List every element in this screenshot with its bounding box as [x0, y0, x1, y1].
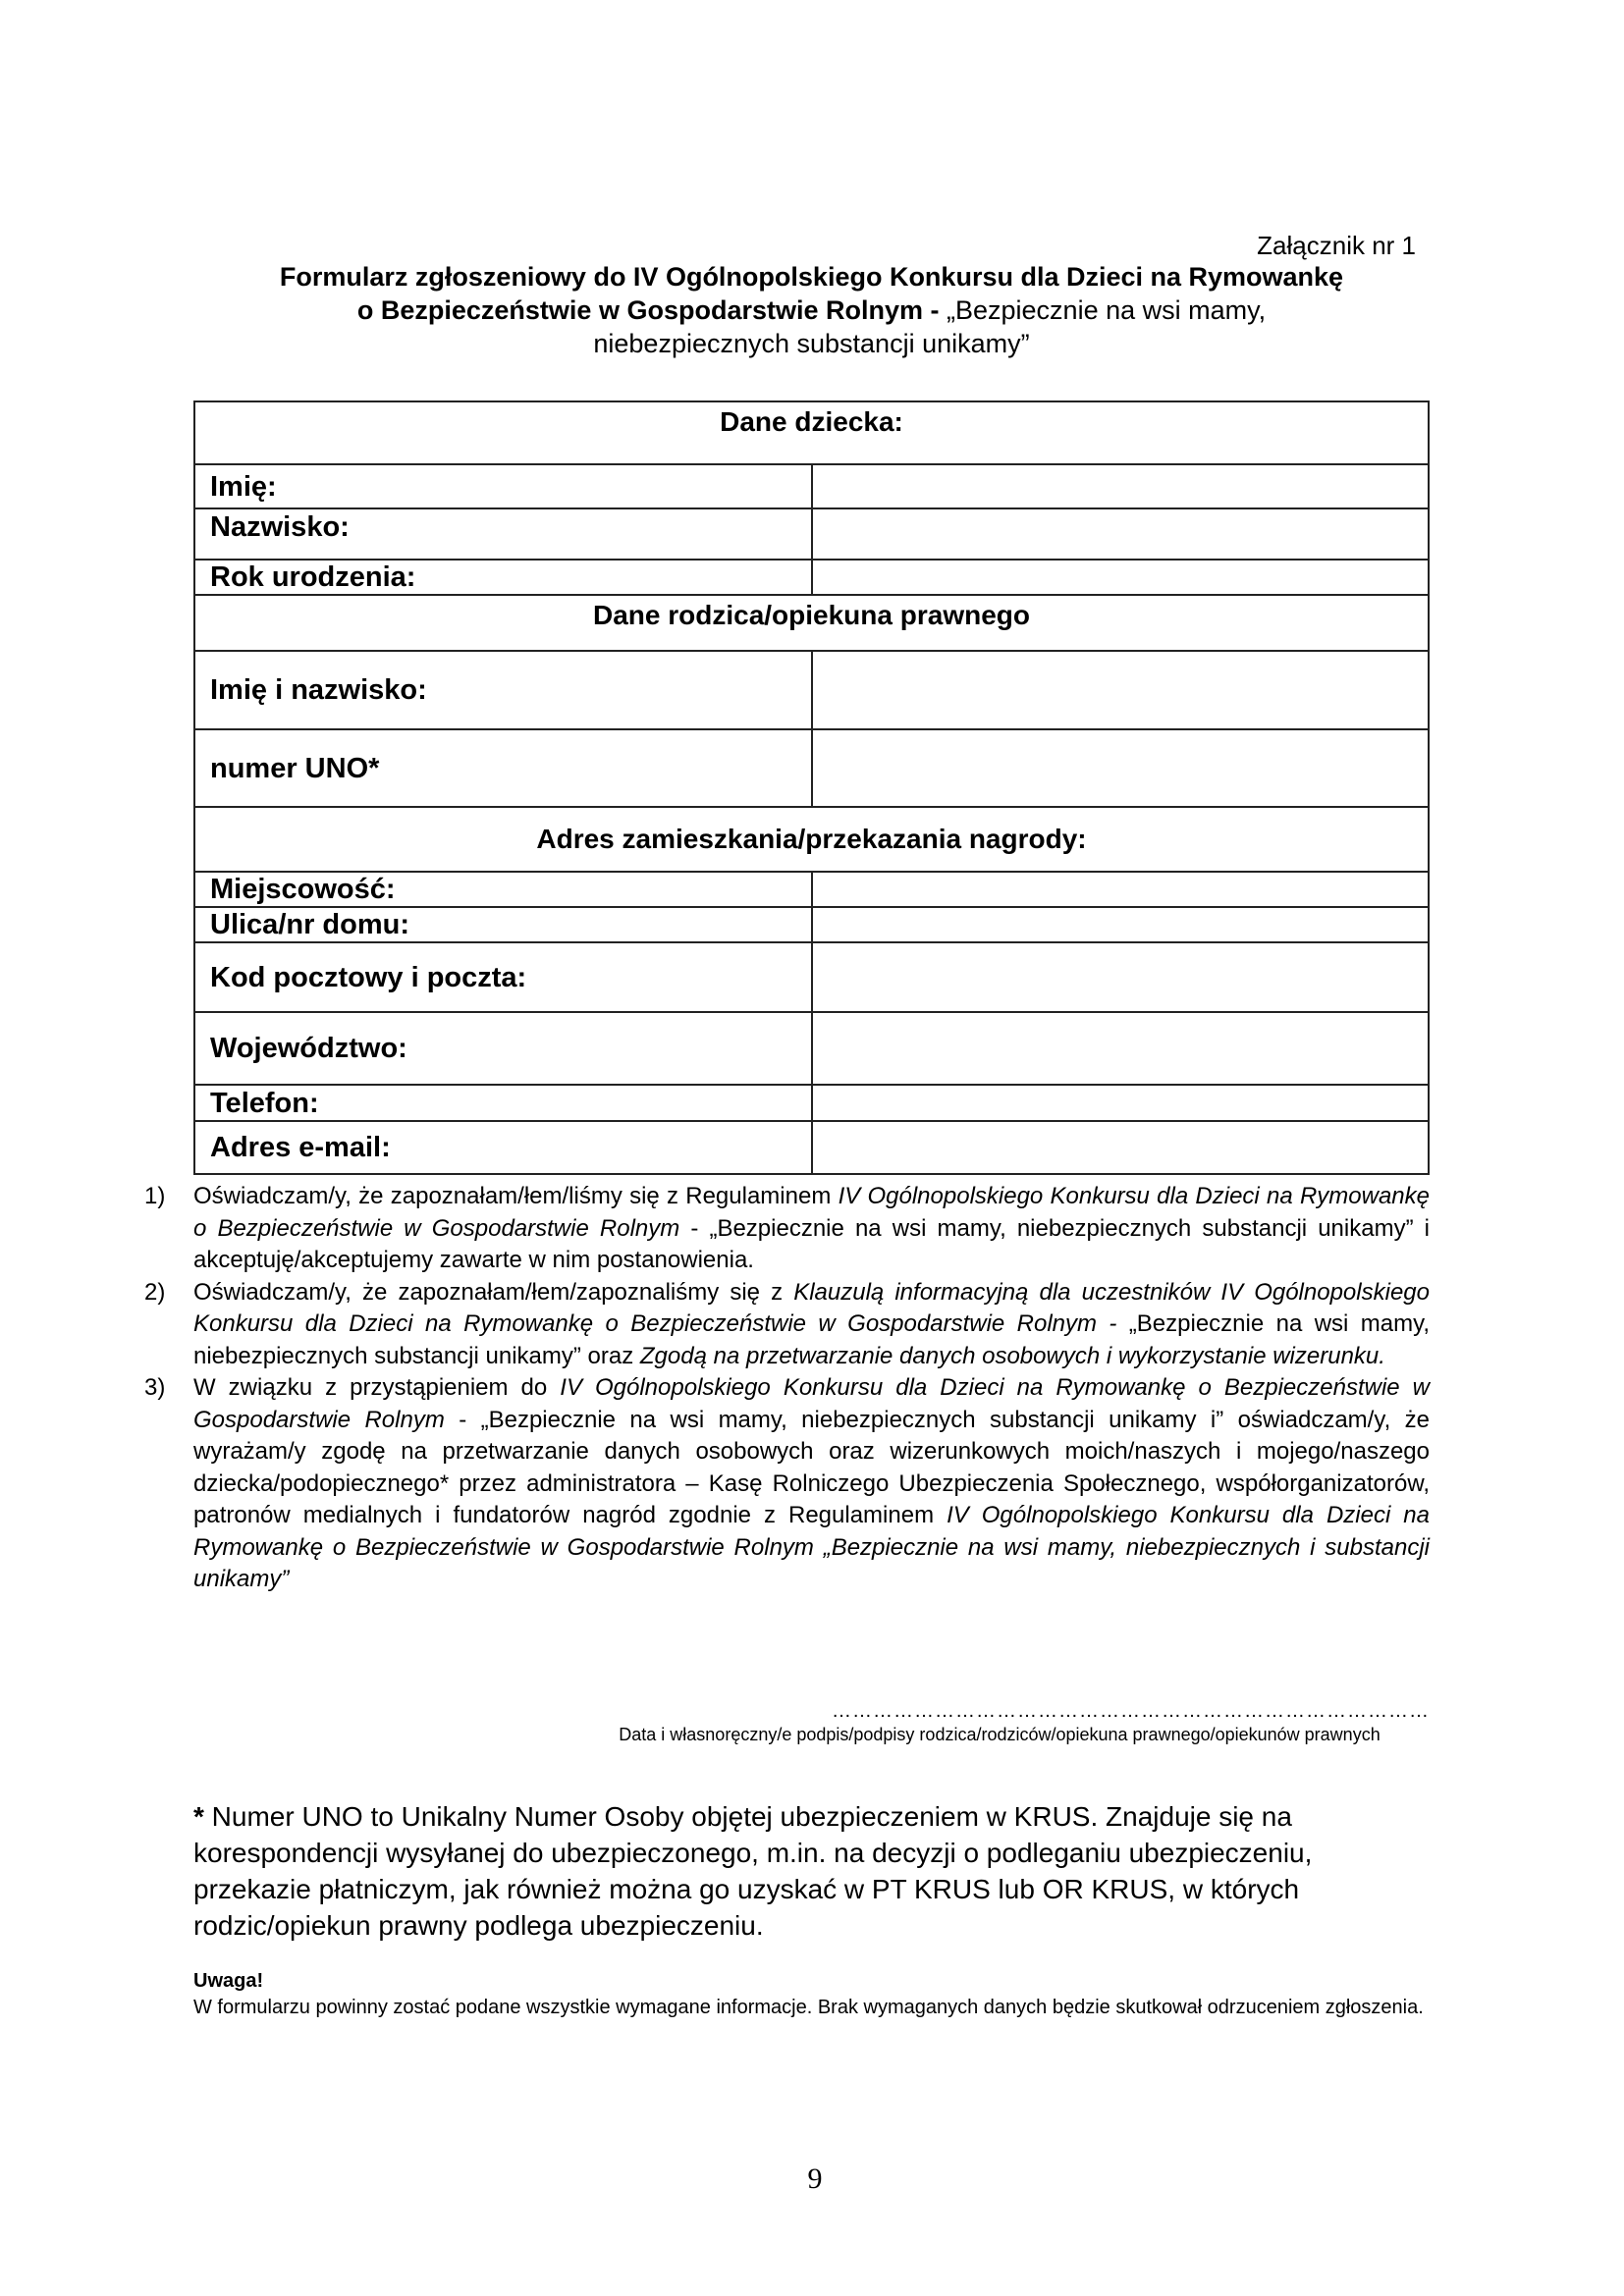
field-input-email[interactable] — [812, 1121, 1430, 1174]
field-label-email: Adres e-mail: — [194, 1121, 812, 1174]
title-bold-line2: o Bezpieczeństwie w Gospodarstwie Rolnym - — [356, 295, 940, 325]
signature-caption: Data i własnoręczny/e podpis/podpisy rodzica/rodziców/opiekuna prawnego/opiekunów prawnych — [619, 1725, 1380, 1744]
field-input-child-birth-year[interactable] — [812, 560, 1430, 595]
field-input-child-first-name[interactable] — [812, 464, 1430, 508]
field-input-child-last-name[interactable] — [812, 508, 1430, 560]
field-label-voivodeship: Województwo: — [194, 1012, 812, 1085]
title-bold-line1: Formularz zgłoszeniowy do IV Ogólnopolskiego Konkursu dla Dzieci na Rymowankę — [279, 262, 1344, 292]
declarations-list — [144, 1181, 1430, 1596]
declaration-text — [193, 1372, 1430, 1596]
field-input-phone[interactable] — [812, 1085, 1430, 1121]
field-input-uno-number[interactable] — [812, 729, 1430, 807]
declaration-text-part: Oświadczam/y, że zapoznałam/łem/liśmy się z Regulaminem — [193, 1183, 839, 1209]
field-label-first-name: Imię: — [194, 464, 812, 508]
declaration-text-italic: IV Ogólnopolskiego Konkursu dla Dzieci na Rymowankę o Bezpieczeństwie w Gospodarstwie Rolnym „Bezpiecznie na wsi mamy, niebezpiecznych i substancji unikamy” — [193, 1502, 1431, 1592]
field-label-birth-year: Rok urodzenia: — [194, 560, 812, 595]
declaration-number: 3) — [144, 1374, 166, 1401]
field-input-city[interactable] — [812, 872, 1430, 907]
declaration-number: 2) — [144, 1278, 166, 1306]
title-regular-line3: niebezpiecznych substancji unikamy” — [593, 329, 1030, 358]
title-regular-line2: „Bezpiecznie na wsi mamy, — [939, 295, 1267, 325]
field-input-parent-name[interactable] — [812, 651, 1430, 729]
footnote-text: Numer UNO to Unikalny Numer Osoby objętej ubezpieczeniem w KRUS. Znajduje się na korespondencji wysyłanej do ubezpieczonego, m.in. na decyzji o podleganiu ubezpieczeniu, przekazie płatniczym, jak również można go uzyskać w PT KRUS lub OR KRUS, w których rodzic/opiekun prawny podlega ubezpieczeniu. — [193, 1801, 1313, 1941]
section-heading-address: Adres zamieszkania/przekazania nagrody: — [194, 807, 1429, 872]
declaration-text-italic: Zgodą na przetwarzanie danych osobowych i wykorzystanie wizerunku. — [639, 1342, 1385, 1369]
declaration-text-part: Oświadczam/y, że zapoznałam/łem/zapoznaliśmy się z — [193, 1278, 794, 1306]
declaration-item — [144, 1277, 1430, 1373]
warning-note — [193, 1968, 1430, 2021]
field-input-postal-code[interactable] — [812, 942, 1430, 1012]
field-input-voivodeship[interactable] — [812, 1012, 1430, 1085]
note-body: W formularzu powinny zostać podane wszystkie wymagane informacje. Brak wymaganych danych będzie skutkował odrzuceniem zgłoszenia. — [193, 1997, 1424, 2018]
signature-block — [569, 1701, 1430, 1746]
form-title — [193, 260, 1430, 360]
declaration-text-italic: IV Ogólnopolskiego Konkursu dla Dzieci na Rymowankę o Bezpieczeństwie w Gospodarstwie Rolnym — [193, 1183, 1430, 1242]
field-label-phone: Telefon: — [194, 1085, 812, 1121]
declaration-text — [193, 1181, 1430, 1277]
field-label-postal-code: Kod pocztowy i poczta: — [194, 942, 812, 1012]
section-heading-parent: Dane rodzica/opiekuna prawnego — [194, 595, 1429, 651]
declaration-item — [144, 1372, 1430, 1596]
page-number: 9 — [807, 2163, 823, 2195]
declaration-text-part: - „Bezpiecznie na wsi mamy, niebezpiecznych substancji unikamy” i akceptuję/akceptujemy zawarte w nim postanowienia. — [193, 1214, 1430, 1273]
field-label-street: Ulica/nr domu: — [194, 907, 812, 942]
declaration-text-part: - „Bezpiecznie na wsi mamy, niebezpiecznych substancji unikamy i” oświadczam/y, że wyrażam/y zgodę na przetwarzanie danych osobowych oraz wizerunkowych moich/naszych i mojego/naszego dziecka/podopiecznego* przez administratora – Kasę Rolniczego Ubezpieczenia Społecznego, współorganizatorów, patronów medialnych i fundatorów nagród zgodnie z Regulaminem — [193, 1406, 1430, 1528]
declaration-text-italic: IV Ogólnopolskiego Konkursu dla Dzieci na Rymowankę o Bezpieczeństwie w Gospodarstwie Rolnym — [193, 1374, 1430, 1433]
footnote-marker: * — [193, 1801, 204, 1832]
field-label-uno-number: numer UNO* — [194, 729, 812, 807]
declaration-number: 1) — [144, 1183, 166, 1209]
field-input-street[interactable] — [812, 907, 1430, 942]
annex-label: Załącznik nr 1 — [1257, 231, 1416, 260]
note-title: Uwaga! — [193, 1970, 264, 1992]
application-form-table — [193, 400, 1430, 1175]
uno-footnote — [193, 1798, 1430, 1944]
field-label-parent-name: Imię i nazwisko: — [194, 651, 812, 729]
declaration-text — [193, 1277, 1430, 1373]
declaration-text-italic: Klauzulą informacyjną dla uczestników IV Ogólnopolskiego Konkursu dla Dzieci na Rymowankę o Bezpieczeństwie w Gospodarstwie Rolnym - — [193, 1278, 1430, 1337]
section-heading-child: Dane dziecka: — [194, 401, 1429, 464]
declaration-text-part: „Bezpiecznie na wsi mamy, niebezpiecznych substancji unikamy” oraz — [193, 1310, 1431, 1369]
declaration-text-part: W związku z przystąpieniem do — [193, 1374, 561, 1401]
field-label-city: Miejscowość: — [194, 872, 812, 907]
field-label-last-name: Nazwisko: — [194, 508, 812, 560]
declaration-item — [144, 1181, 1430, 1277]
signature-line[interactable]: …………………………………………………………………………… — [832, 1701, 1430, 1721]
